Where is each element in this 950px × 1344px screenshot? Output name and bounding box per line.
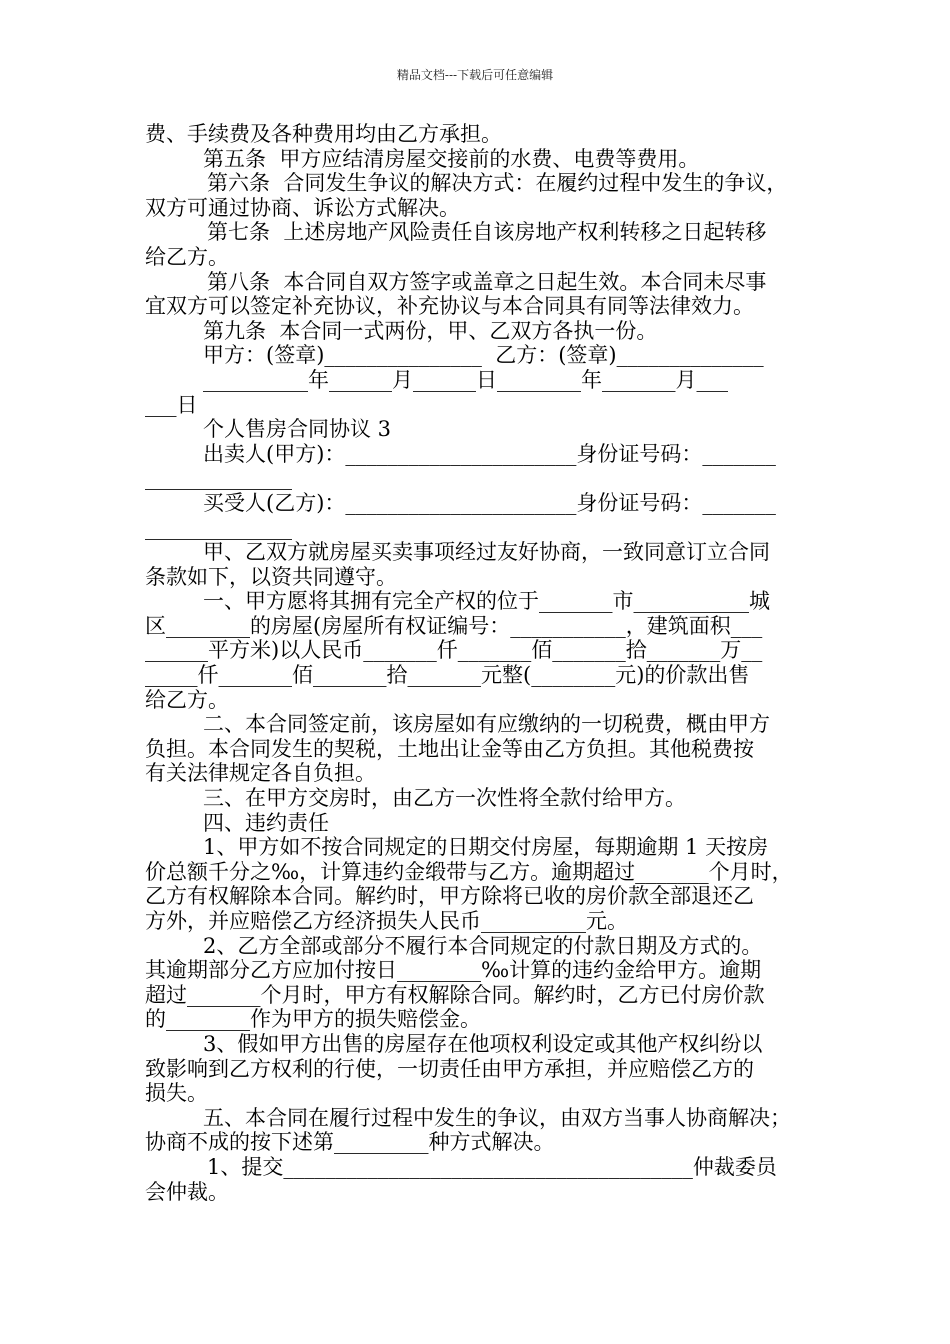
text-line: 乙方有权解除本合同。解约时，甲方除将已收的房价款全部退还乙 (145, 884, 754, 909)
text-line: 方外，并应赔偿乙方经济损失人民币__________元。 (145, 909, 628, 933)
text-line: 二、本合同签定前，该房屋如有应缴纳的一切税费，概由甲方 (203, 712, 770, 737)
text-line: __________年______月______日________年_______月___ (203, 367, 728, 392)
document-body (145, 122, 807, 1204)
text-line: 协商不成的按下述第_________种方式解决。 (145, 1130, 555, 1155)
text-line: 一、甲方愿将其拥有完全产权的位于_______市___________城 (203, 589, 770, 614)
text-line: 第七条 上述房地产风险责任自该房地产权利转移之日起转移 (207, 220, 767, 245)
text-line: ______平方米)以人民币_______仟_______佰_______拾_______万__ (145, 638, 763, 663)
text-line: 个人售房合同协议 3 (203, 417, 392, 442)
text-line: 的________作为甲方的损失赔偿金。 (145, 1007, 481, 1032)
text-line: 第六条 合同发生争议的解决方式：在履约过程中发生的争议， (207, 171, 788, 196)
text-line: 出卖人(甲方)：______________________身份证号码：_______ (203, 441, 776, 466)
text-line: _____仟_______佰_______拾_______元整(________元)的价款出售 (145, 663, 750, 688)
text-line: 损失。 (145, 1081, 208, 1106)
text-line: 给乙方。 (145, 244, 229, 269)
text-line: 买受人(乙方)：______________________身份证号码：_______ (203, 490, 776, 515)
text-line: 第八条 本合同自双方签字或盖章之日起生效。本合同未尽事 (207, 269, 767, 294)
text-line: ______________ (145, 466, 292, 491)
text-line: 3、假如甲方出售的房屋存在他项权利设定或其他产权纠纷以 (203, 1031, 763, 1056)
text-line: 第九条 本合同一式两份，甲、乙双方各执一份。 (203, 318, 658, 343)
text-line: 会仲裁。 (145, 1179, 229, 1204)
text-line: 五、本合同在履行过程中发生的争议，由双方当事人协商解决； (203, 1105, 791, 1130)
text-line: 有关法律规定各自负担。 (145, 761, 376, 786)
text-line: 双方可通过协商、诉讼方式解决。 (145, 195, 460, 220)
text-line: 宜双方可以签定补充协议，补充协议与本合同具有同等法律效力。 (145, 294, 754, 319)
text-line: 甲、乙双方就房屋买卖事项经过友好协商，一致同意订立合同 (203, 540, 770, 565)
text-line: 第五条 甲方应结清房屋交接前的水费、电费等费用。 (203, 146, 700, 171)
text-line: 致影响到乙方权利的行使，一切责任由甲方承担，并应赔偿乙方的 (145, 1056, 754, 1081)
text-line: ___日 (145, 392, 198, 417)
text-line: 负担。本合同发生的契税，土地出让金等由乙方负担。其他税费按 (145, 736, 754, 761)
text-line: 三、在甲方交房时，由乙方一次性将全款付给甲方。 (203, 786, 686, 811)
text-line: 费、手续费及各种费用均由乙方承担。 (145, 122, 502, 146)
text-line: 2、乙方全部或部分不履行本合同规定的付款日期及方式的。 (203, 933, 763, 958)
text-line: 甲方：(签章)_______________ 乙方：(签章)______________ (203, 343, 764, 368)
text-line: 1、甲方如不按合同规定的日期交付房屋，每期逾期 1 天按房 (203, 835, 769, 860)
text-line: 给乙方。 (145, 687, 229, 712)
text-line: 条款如下，以资共同遵守。 (145, 564, 397, 589)
text-line: 区________的房屋(房屋所有权证编号：___________，建筑面积___ (145, 613, 763, 638)
text-line: 价总额千分之‰，计算违约金缎带与乙方。逾期超过_______个月时， (145, 859, 793, 884)
text-line: 其逾期部分乙方应加付按日________‰计算的违约金给甲方。逾期 (145, 958, 762, 983)
text-line: 四、违约责任 (203, 810, 329, 835)
text-line: ______________ (145, 515, 292, 540)
page-header: 精品文档---下载后可任意编辑 (396, 68, 554, 82)
text-line: 超过_______个月时，甲方有权解除合同。解约时，乙方已付房价款 (145, 982, 765, 1007)
text-line: 1、提交_______________________________________仲裁委员 (207, 1154, 777, 1179)
